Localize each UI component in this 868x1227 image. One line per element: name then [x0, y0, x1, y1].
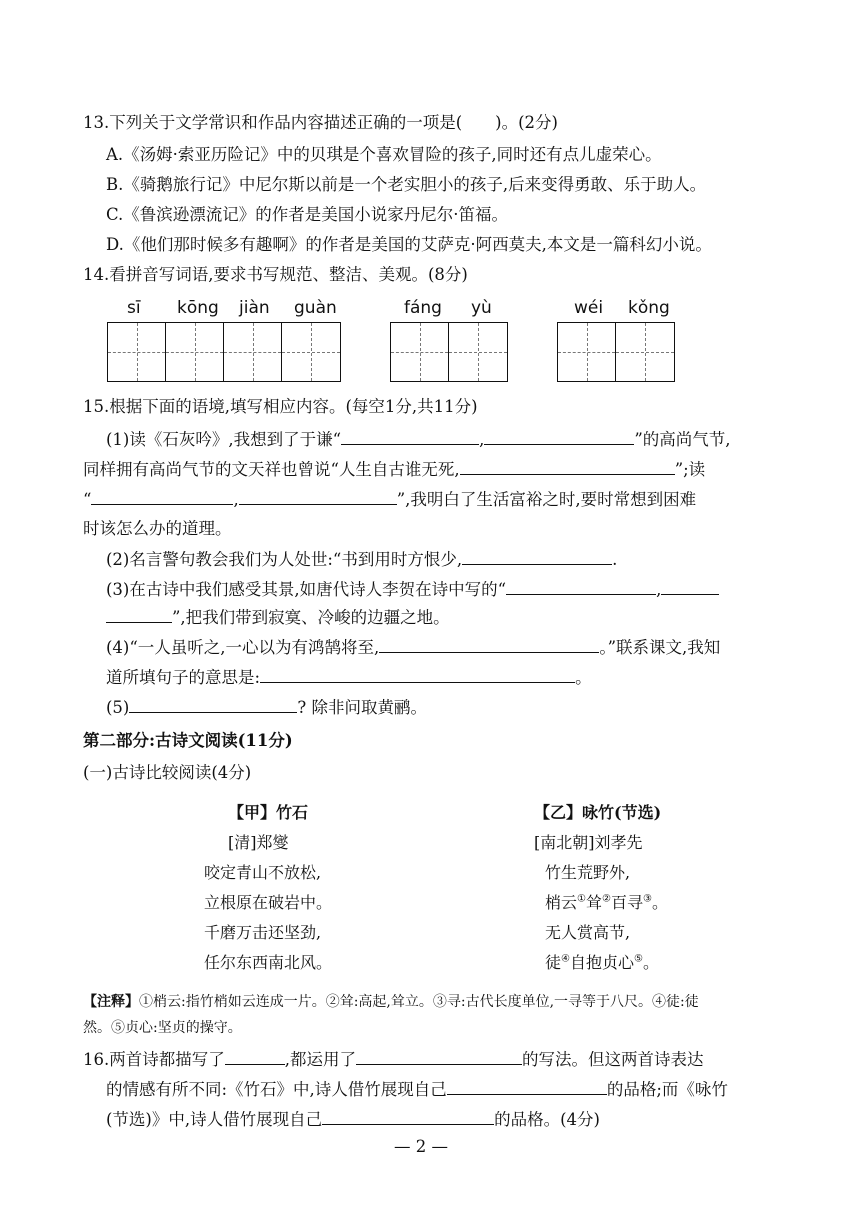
writing-grid-2a[interactable]	[390, 322, 508, 382]
answer-blank[interactable]	[661, 578, 719, 595]
q15-line-9	[106, 666, 592, 689]
q15-text: ”的高尚气节,	[634, 430, 731, 449]
q15-text: ,	[233, 490, 239, 509]
writing-grid-4[interactable]	[107, 322, 341, 382]
answer-blank[interactable]	[322, 1108, 494, 1125]
answer-blank[interactable]	[239, 488, 397, 505]
grid-cell[interactable]	[282, 323, 340, 381]
q15-text: “	[83, 490, 92, 509]
grid-cell[interactable]	[224, 323, 282, 381]
answer-blank[interactable]	[356, 1048, 522, 1065]
q13-stem: 13.下列关于文学常识和作品内容描述正确的一项是( )。(2分)	[83, 113, 558, 132]
q15-line-1	[106, 428, 731, 451]
q15-line-6	[106, 578, 719, 601]
q16-text: 的品格。(4分)	[494, 1110, 600, 1129]
q15-text: 道所填句子的意思是:	[106, 668, 261, 687]
annotation-text: ①梢云:指竹梢如云连成一片。②耸:高起,耸立。③寻:古代长度单位,一寻等于八尺。④徒:徒	[139, 994, 699, 1010]
footnote-mark: ②	[602, 893, 611, 905]
subsection-title: (一)古诗比较阅读(4分)	[83, 763, 252, 782]
q13-option-a: A.《汤姆·索亚历险记》中的贝琪是个喜欢冒险的孩子,同时还有点儿虚荣心。	[106, 145, 662, 164]
grid-cell[interactable]	[616, 323, 674, 381]
annotation-label: 【注释】	[83, 994, 139, 1010]
q15-text: 同样拥有高尚气节的文天祥也曾说“人生自古谁无死,	[83, 460, 460, 479]
footnote-mark: ④	[561, 953, 570, 965]
q15-text: (5)	[106, 698, 130, 717]
q13-option-c: C.《鲁滨逊漂流记》的作者是美国小说家丹尼尔·笛福。	[106, 205, 509, 224]
answer-blank[interactable]	[106, 606, 172, 623]
q15-text: 。	[575, 668, 592, 687]
poem-a-title: 【甲】竹石	[228, 803, 309, 822]
answer-blank[interactable]	[225, 1048, 285, 1065]
q16-text: ,都运用了	[284, 1050, 356, 1069]
annotation-line	[83, 992, 699, 1012]
answer-blank[interactable]	[129, 696, 297, 713]
answer-blank[interactable]	[341, 428, 479, 445]
q14-stem: 14.看拼音写词语,要求书写规范、整洁、美观。(8分)	[83, 265, 468, 284]
q15-line-4: 时该怎么办的道理。	[83, 519, 232, 538]
answer-blank[interactable]	[506, 578, 656, 595]
poem-a-author: [清]郑燮	[228, 833, 289, 852]
poem-text: 自抱贞心	[569, 953, 634, 972]
poem-b-title: 【乙】咏竹(节选)	[534, 803, 662, 822]
pinyin-si: sī	[127, 298, 141, 318]
pinyin-kong2: kǒng	[628, 298, 670, 318]
grid-cell[interactable]	[449, 323, 507, 381]
pinyin-fang: fáng	[404, 298, 442, 318]
q15-text: ,	[656, 580, 662, 599]
poem-text: 梢云	[545, 893, 578, 912]
q15-text: ”,我明白了生活富裕之时,要时常想到困难	[396, 490, 697, 509]
answer-blank[interactable]	[447, 1078, 607, 1095]
q15-stem: 15.根据下面的语境,填写相应内容。(每空1分,共11分)	[83, 397, 478, 416]
q15-text: .	[612, 550, 618, 569]
q15-text: (1)读《石灰吟》,我想到了于谦“	[106, 430, 342, 449]
answer-blank[interactable]	[462, 548, 612, 565]
q15-line-8	[106, 636, 720, 659]
footnote-mark: ③	[642, 893, 652, 905]
poem-text: 。	[651, 893, 668, 912]
q15-line-10	[106, 696, 427, 719]
answer-blank[interactable]	[379, 636, 599, 653]
q15-text: ”,把我们带到寂寞、冷峻的边疆之地。	[172, 608, 450, 627]
pinyin-yu: yù	[471, 298, 492, 318]
q15-line-3	[83, 488, 696, 511]
pinyin-kong: kōng	[177, 298, 219, 318]
poem-a-line: 千磨万击还坚劲,	[204, 923, 322, 942]
poem-b-line	[545, 892, 668, 914]
answer-blank[interactable]	[91, 488, 233, 505]
q16-text: 的写法。但这两首诗表达	[522, 1050, 704, 1069]
answer-blank[interactable]	[460, 458, 675, 475]
q16-text: 的品格;而《咏竹	[606, 1080, 728, 1099]
footnote-mark: ①	[577, 893, 586, 905]
q16-line-2	[106, 1078, 728, 1101]
q16-text: 16.两首诗都描写了	[83, 1050, 225, 1069]
q15-text: ? 除非问取黄鹂。	[297, 698, 427, 717]
q15-text: (3)在古诗中我们感受其景,如唐代诗人李贺在诗中写的“	[106, 580, 507, 599]
section-title: 第二部分:古诗文阅读(11分)	[83, 731, 293, 750]
q13-option-b: B.《骑鹅旅行记》中尼尔斯以前是一个老实胆小的孩子,后来变得勇敢、乐于助人。	[106, 175, 707, 194]
grid-cell[interactable]	[558, 323, 616, 381]
q15-text: (4)“一人虽听之,一心以为有鸿鹄将至,	[106, 638, 380, 657]
q13-option-d: D.《他们那时候多有趣啊》的作者是美国的艾萨克·阿西莫夫,本文是一篇科幻小说。	[106, 235, 712, 254]
poem-b-line: 无人赏高节,	[545, 923, 631, 942]
pinyin-guan: guàn	[294, 298, 337, 318]
q15-text: ”;读	[674, 460, 706, 479]
pinyin-jian: jiàn	[239, 298, 270, 318]
q15-line-7	[106, 606, 450, 629]
q16-line-3	[106, 1108, 600, 1131]
poem-b-line	[545, 952, 659, 974]
q15-line-2	[83, 458, 705, 481]
answer-blank[interactable]	[484, 428, 634, 445]
poem-a-line: 任尔东西南北风。	[204, 953, 333, 972]
grid-cell[interactable]	[166, 323, 224, 381]
grid-cell[interactable]	[108, 323, 166, 381]
answer-blank[interactable]	[260, 666, 575, 683]
q16-text: 的情感有所不同:《竹石》中,诗人借竹展现自己	[106, 1080, 447, 1099]
q15-line-5	[106, 548, 617, 571]
annotation-line: 然。⑤贞心:坚贞的操守。	[83, 1020, 242, 1036]
poem-text: 百寻	[610, 893, 643, 912]
q15-text: 。”联系课文,我知	[599, 638, 721, 657]
q16-line-1	[83, 1048, 704, 1071]
poem-text: 徒	[545, 953, 562, 972]
q15-text: (2)名言警句教会我们为人处世:“书到用时方恨少,	[106, 550, 463, 569]
poem-b-author: [南北朝]刘孝先	[534, 833, 643, 852]
page-number: — 2 —	[394, 1137, 448, 1156]
grid-cell[interactable]	[391, 323, 449, 381]
poem-b-line: 竹生荒野外,	[545, 863, 631, 882]
poem-a-line: 立根原在破岩中。	[204, 893, 333, 912]
q15-text: ,	[479, 430, 485, 449]
footnote-mark: ⑤	[634, 953, 643, 965]
poem-text: 耸	[585, 893, 602, 912]
poem-a-line: 咬定青山不放松,	[204, 863, 322, 882]
poem-text: 。	[642, 953, 659, 972]
pinyin-wei: wéi	[574, 298, 604, 318]
q16-text: (节选)》中,诗人借竹展现自己	[106, 1110, 323, 1129]
writing-grid-2b[interactable]	[557, 322, 675, 382]
